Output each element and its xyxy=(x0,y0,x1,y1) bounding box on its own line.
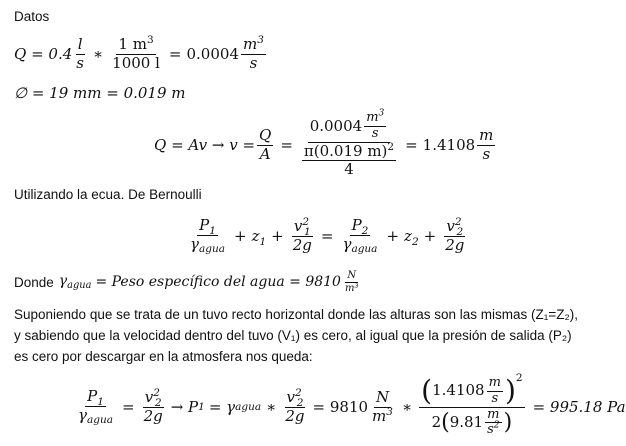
pressure-result-equation: $\frac{P_1}{\gamma_{agua}}$ = $\frac{v^2_2}{2g}$ → P 1 = γ agua ∗ $\frac{v^2_2}{2g}$ = 9810 $\frac{N}{m^3}$ ∗ ( 1.4108 $\frac{m}{s}$ ) 2 2 ( 9.81 $\frac{m}{s^2}$ ) = 995.18 Pa xyxy=(78,371,626,438)
fraction-flow-over-area: 0.0004 $\frac{m^3}{s}$ π(0.019 m)$^2$ 4 xyxy=(303,108,395,179)
velocity-squared-over-2g: ( 1.4108 $\frac{m}{s}$ ) 2 2 ( 9.81 $\frac{m}{s^2}$ ) xyxy=(421,371,523,438)
diameter-equation: ∅ = 19 mm = 0.019 m xyxy=(14,84,186,102)
velocity-equation: Q = Av → v = $\frac{Q}{A}$ = 0.0004 $\frac{m^3}{s}$ π(0.019 m)$^2$ 4 = 1.4108 $\frac{m}{s}$ xyxy=(154,108,494,179)
gamma-definition: Donde $\gamma_{agua}$ = Peso específico del agua = 9810 $\frac{N}{\text{m³}}$ xyxy=(14,270,359,294)
fraction-q-over-a: $\frac{Q}{A}$ xyxy=(259,126,272,163)
flow-conversion-equation: Q = 0.4 $\frac{l}{s}$ ∗ $\frac{1 m^3}{1000 l}$ = 0.0004 $\frac{m^3}{s}$ xyxy=(14,34,264,72)
fraction-m3-per-s: $\frac{m^3}{s}$ xyxy=(243,34,264,72)
bernoulli-equation: $\frac{P_1}{\gamma_{agua}}$ + $z_1$ + $\frac{v^2_1}{2g}$ = $\frac{P_2}{\gamma_{agua}}$ + $z_2$ + $\frac{v^2_2}{2g}$ xyxy=(190,216,465,255)
assumption-paragraph: Suponiendo que se trata de un tuvo recto horizontal donde las alturas son las mismas (Z₁=Z₂), y sabiendo que la velocidad dentro del tuvo (V₁) es cero, al igual que la presión de salida (P₂) es cero por descargar en la atmosfera nos queda: xyxy=(14,307,578,364)
fraction-m3-per-1000l: $\frac{1 m^3}{1000 l}$ xyxy=(112,34,160,72)
fraction-l-per-s: $\frac{l}{s}$ xyxy=(76,35,84,72)
bernoulli-intro: Utilizando la ecua. De Bernoulli xyxy=(14,187,202,202)
fraction-m-per-s: $\frac{m}{s}$ xyxy=(479,126,494,163)
heading-datos: Datos xyxy=(14,9,50,24)
